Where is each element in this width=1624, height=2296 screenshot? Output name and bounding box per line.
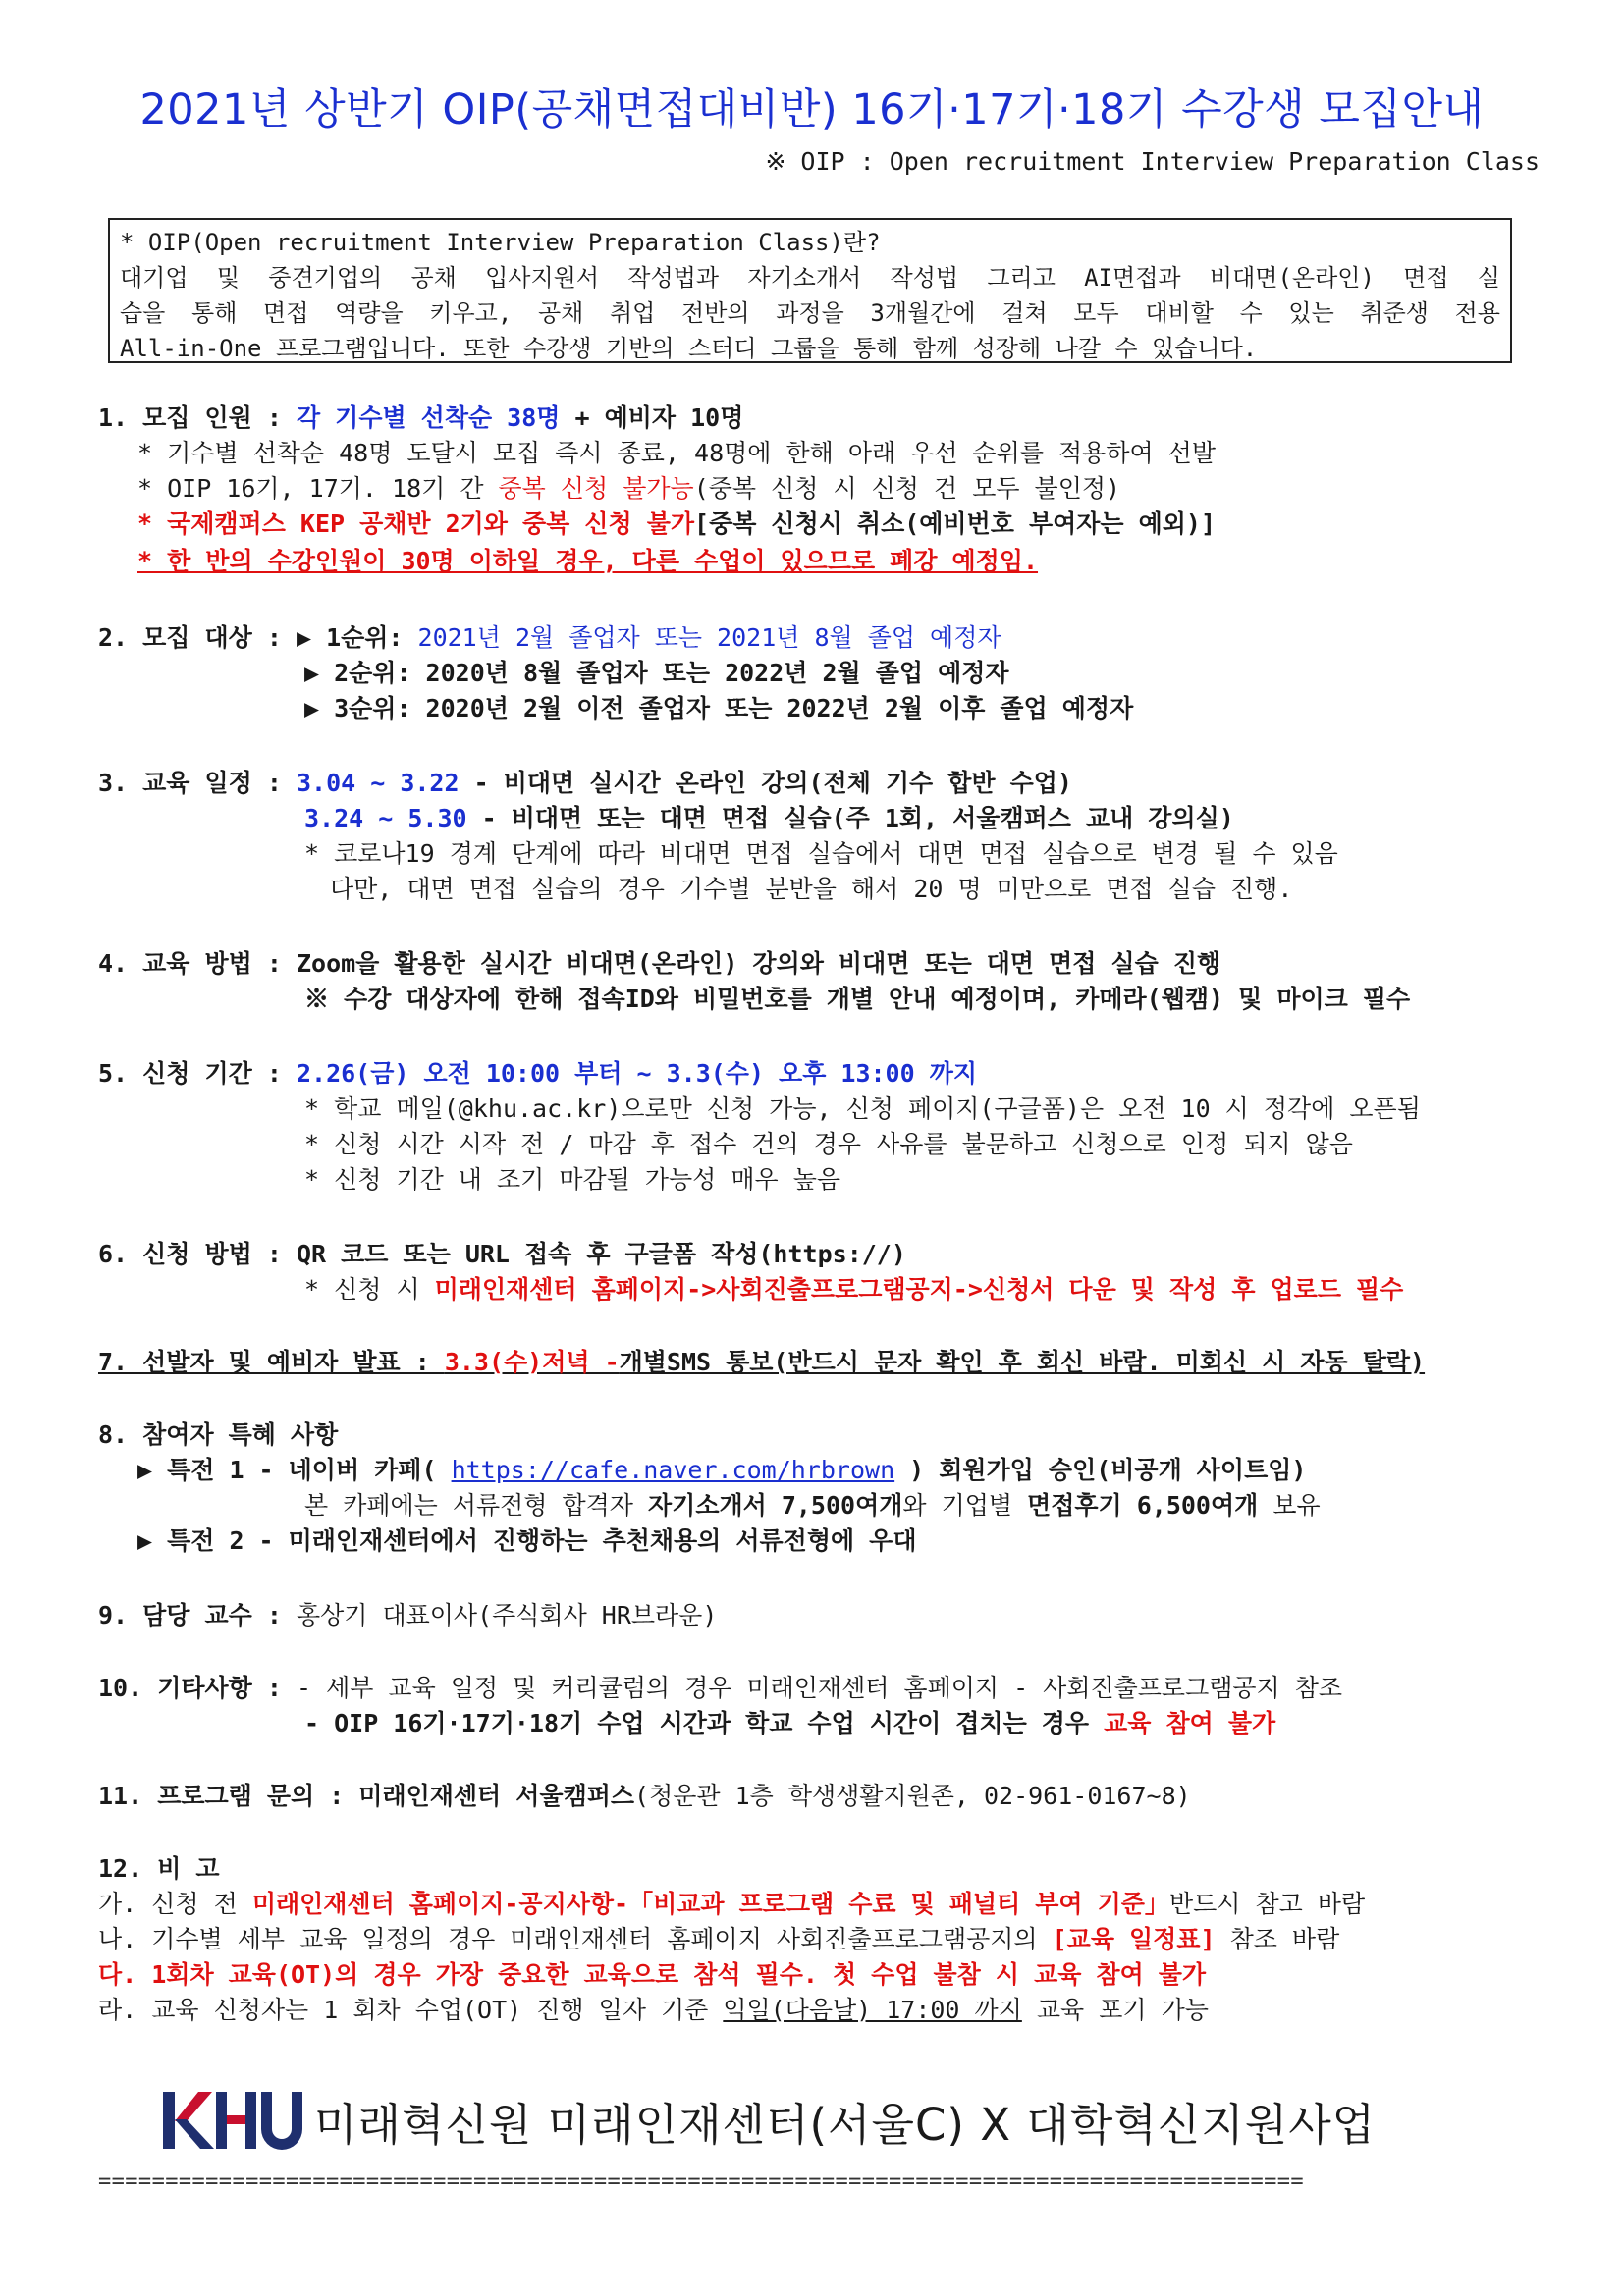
- apply-note: * 학교 메일(@khu.ac.kr)으로만 신청 가능, 신청 페이지(구글폼)은 오전 10 시 정각에 오픈됨: [304, 1095, 1421, 1123]
- section-6-heading: [98, 1237, 906, 1272]
- professor-name: 홍상기 대표이사(주식회사 HR브라운): [296, 1601, 718, 1629]
- intro-heading: * OIP(Open recruitment Interview Preparation Class)란?: [120, 229, 881, 256]
- section-label: 9. 담당 교수 :: [98, 1601, 297, 1629]
- remark-text: 라. 교육 신청자는 1 회차 수업(OT) 진행 일자 기준: [98, 1996, 724, 2024]
- reserve-count: + 예비자 10명: [560, 403, 744, 432]
- page-title: 2021년 상반기 OIP(공채면접대비반) 16기·17기·18기 수강생 모집안내: [139, 85, 1485, 134]
- note-highlight: 미래인재센터 홈페이지->사회진출프로그램공지->신청서 다운 및 작성 후 업로드 필수: [434, 1275, 1404, 1304]
- method-note: ※ 수강 대상자에 한해 접속ID와 비밀번호를 개별 안내 예정이며, 카메라(웹캠) 및 마이크 필수: [304, 985, 1411, 1013]
- footer-logo-row: [159, 2081, 1376, 2160]
- intro-line: 대기업 및 중견기업의 공채 입사지원서 작성법과 자기소개서 작성법 그리고 AI면접과 비대면(온라인) 면접 실: [120, 264, 1500, 292]
- section-1-note: [137, 471, 1120, 507]
- remark-highlight: [교육 일정표]: [1052, 1925, 1216, 1953]
- benefit-text: ▶ 특전 1 - 네이버 카페(: [137, 1456, 452, 1484]
- benefit-2: ▶ 특전 2 - 미래인재센터에서 진행하는 추천채용의 서류전형에 우대: [137, 1526, 917, 1555]
- remark-text: 반드시 참고 바람: [1168, 1890, 1366, 1918]
- etc-text: - OIP 16기·17기·18기 수업 시간과 학교 수업 시간이 겹치는 경우: [304, 1709, 1105, 1737]
- section-2-heading: [98, 620, 1001, 656]
- contact-info: (청운관 1층 학생생활지원존, 02-961-0167~8): [634, 1782, 1191, 1810]
- remark-da: 다. 1회차 교육(OT)의 경우 가장 중요한 교육으로 참석 필수. 첫 수업 불참 시 교육 참여 불가: [98, 1960, 1207, 1989]
- footer-org-text: 미래혁신원 미래인재센터(서울C) X 대학혁신지원사업: [314, 2098, 1377, 2151]
- remark-text: 교육 포기 가능: [1021, 1996, 1209, 2024]
- section-label: 4. 교육 방법 :: [98, 949, 297, 978]
- section-label: 2. 모집 대상 :: [98, 623, 297, 652]
- announce-text: 개별SMS 통보(반드시 문자 확인 후 회신 바람. 미회신 시 자동 탈락): [619, 1348, 1426, 1376]
- etc-text: - 세부 교육 일정 및 커리큘럼의 경우 미래인재센터 홈페이지 - 사회진출프로그램공지 참조: [296, 1674, 1343, 1702]
- section-12-heading: 12. 비 고: [98, 1854, 220, 1883]
- note-text: 와 기업별: [902, 1491, 1028, 1520]
- apply-method-note: [304, 1272, 1403, 1308]
- note-highlight: 중복 신청 불가능: [498, 474, 694, 503]
- intro-line: All-in-One 프로그램입니다. 또한 수강생 기반의 스터디 그룹을 통해 함께 성장해 나갈 수 있습니다.: [120, 335, 1258, 362]
- benefit-1-note: [304, 1488, 1321, 1523]
- note-text: * 신청 시: [304, 1275, 435, 1304]
- schedule-text: - 비대면 또는 대면 면접 실습(주 1회, 서울캠퍼스 교내 강의실): [466, 804, 1234, 832]
- section-7-heading: [98, 1345, 1425, 1380]
- section-label: 5. 신청 기간 :: [98, 1059, 297, 1088]
- method-text: Zoom을 활용한 실시간 비대면(온라인) 강의와 비대면 또는 대면 면접 실습 진행: [296, 949, 1221, 978]
- section-label: 11. 프로그램 문의 : 미래인재센터 서울캠퍼스: [98, 1782, 635, 1810]
- remark-highlight: 미래인재센터 홈페이지-공지사항-「비교과 프로그램 수료 및 패널티 부여 기준」: [251, 1890, 1169, 1918]
- section-1-note: * 기수별 선착순 48명 도달시 모집 즉시 종료, 48명에 한해 아래 우선 순위를 적용하여 선발: [137, 439, 1216, 467]
- section-8-heading: 8. 참여자 특혜 사항: [98, 1420, 339, 1449]
- remark-underline: 익일(다음날) 17:00 까지: [723, 1996, 1022, 2024]
- etc-row: [304, 1706, 1275, 1741]
- cafe-link[interactable]: https://cafe.naver.com/hrbrown: [451, 1456, 895, 1484]
- apply-method: QR 코드 또는 URL 접속 후 구글폼 작성(https://): [296, 1240, 906, 1268]
- schedule-row: [304, 801, 1234, 836]
- section-label: 7. 선발자 및 예비자 발표 :: [98, 1348, 445, 1376]
- remark-text: 참조 바람: [1215, 1925, 1340, 1953]
- note-text: * OIP 16기, 17기. 18기 간: [137, 474, 499, 503]
- section-9-heading: [98, 1598, 717, 1633]
- schedule-note: 다만, 대면 면접 실습의 경우 기수별 분반을 해서 20 명 미만으로 면접 실습 진행.: [330, 875, 1293, 903]
- note-text: (중복 신청 시 신청 건 모두 불인정): [693, 474, 1121, 503]
- section-1-warning: * 한 반의 수강인원이 30명 이하일 경우, 다른 수업이 있으므로 폐강 예정임.: [137, 547, 1039, 575]
- apply-note: * 신청 기간 내 조기 마감될 가능성 매우 높음: [304, 1165, 841, 1194]
- schedule-text: - 비대면 실시간 온라인 강의(전체 기수 합반 수업): [459, 769, 1072, 797]
- schedule-date: 3.04 ~ 3.22: [296, 769, 460, 797]
- section-label: 3. 교육 일정 :: [98, 769, 297, 797]
- schedule-date: 3.24 ~ 5.30: [304, 804, 467, 832]
- section-1-heading: [98, 400, 743, 436]
- apply-note: * 신청 시간 시작 전 / 마감 후 접수 건의 경우 사유를 불문하고 신청으로 인정 되지 않음: [304, 1130, 1353, 1158]
- apply-period: 2.26(금) 오전 10:00 부터 ~ 3.3(수) 오후 13:00 까지: [296, 1059, 978, 1088]
- intro-line: 습을 통해 면접 역량을 키우고, 공채 취업 전반의 과정을 3개월간에 걸쳐 모두 대비할 수 있는 취준생 전용: [120, 299, 1500, 327]
- note-bold: 자기소개서 7,500여개: [648, 1491, 903, 1520]
- schedule-note: * 코로나19 경계 단계에 따라 비대면 면접 실습에서 대면 면접 실습으로 변경 될 수 있음: [304, 839, 1338, 868]
- note-text: 본 카페에는 서류전형 합격자: [304, 1491, 649, 1520]
- rank-1-text: 2021년 2월 졸업자 또는 2021년 8월 졸업 예정자: [417, 623, 1001, 652]
- intro-box: [108, 218, 1512, 363]
- note-text: 보유: [1258, 1491, 1321, 1520]
- khu-logo: [159, 2086, 306, 2155]
- section-1-note: [137, 507, 1216, 542]
- remark-na: [98, 1922, 1339, 1957]
- remark-ra: [98, 1993, 1209, 2028]
- section-5-heading: [98, 1056, 977, 1092]
- note-text: [중복 신청시 취소(예비번호 부여자는 예외)]: [694, 509, 1216, 538]
- etc-highlight: 교육 참여 불가: [1104, 1709, 1276, 1737]
- footer-rule: ==========================================================================================: [98, 2169, 1305, 2194]
- section-4-heading: [98, 946, 1220, 982]
- benefit-1: [137, 1453, 1306, 1488]
- section-label: 10. 기타사항 :: [98, 1674, 297, 1702]
- note-highlight: * 국제캠퍼스 KEP 공채반 2기와 중복 신청 불가: [137, 509, 695, 538]
- rank-2: ▶ 2순위: 2020년 8월 졸업자 또는 2022년 2월 졸업 예정자: [304, 659, 1009, 687]
- remark-ga: [98, 1887, 1365, 1922]
- remark-text: 나. 기수별 세부 교육 일정의 경우 미래인재센터 홈페이지 사회진출프로그램공지의: [98, 1925, 1053, 1953]
- rank-3: ▶ 3순위: 2020년 2월 이전 졸업자 또는 2022년 2월 이후 졸업 예정자: [304, 694, 1134, 722]
- section-10-heading: [98, 1671, 1342, 1706]
- section-label: 1. 모집 인원 :: [98, 403, 297, 432]
- remark-text: 가. 신청 전: [98, 1890, 252, 1918]
- announce-date: 3.3(수)저녁 -: [444, 1348, 620, 1376]
- section-3-heading: [98, 766, 1072, 801]
- note-bold: 면접후기 6,500여개: [1027, 1491, 1259, 1520]
- recruit-count: 각 기수별 선착순 38명: [296, 403, 561, 432]
- page-subtitle: ※ OIP : Open recruitment Interview Preparation Class: [765, 147, 1540, 176]
- section-11-heading: [98, 1779, 1191, 1814]
- rank-label: ▶ 1순위:: [296, 623, 418, 652]
- benefit-text: ) 회원가입 승인(비공개 사이트임): [894, 1456, 1307, 1484]
- section-label: 6. 신청 방법 :: [98, 1240, 297, 1268]
